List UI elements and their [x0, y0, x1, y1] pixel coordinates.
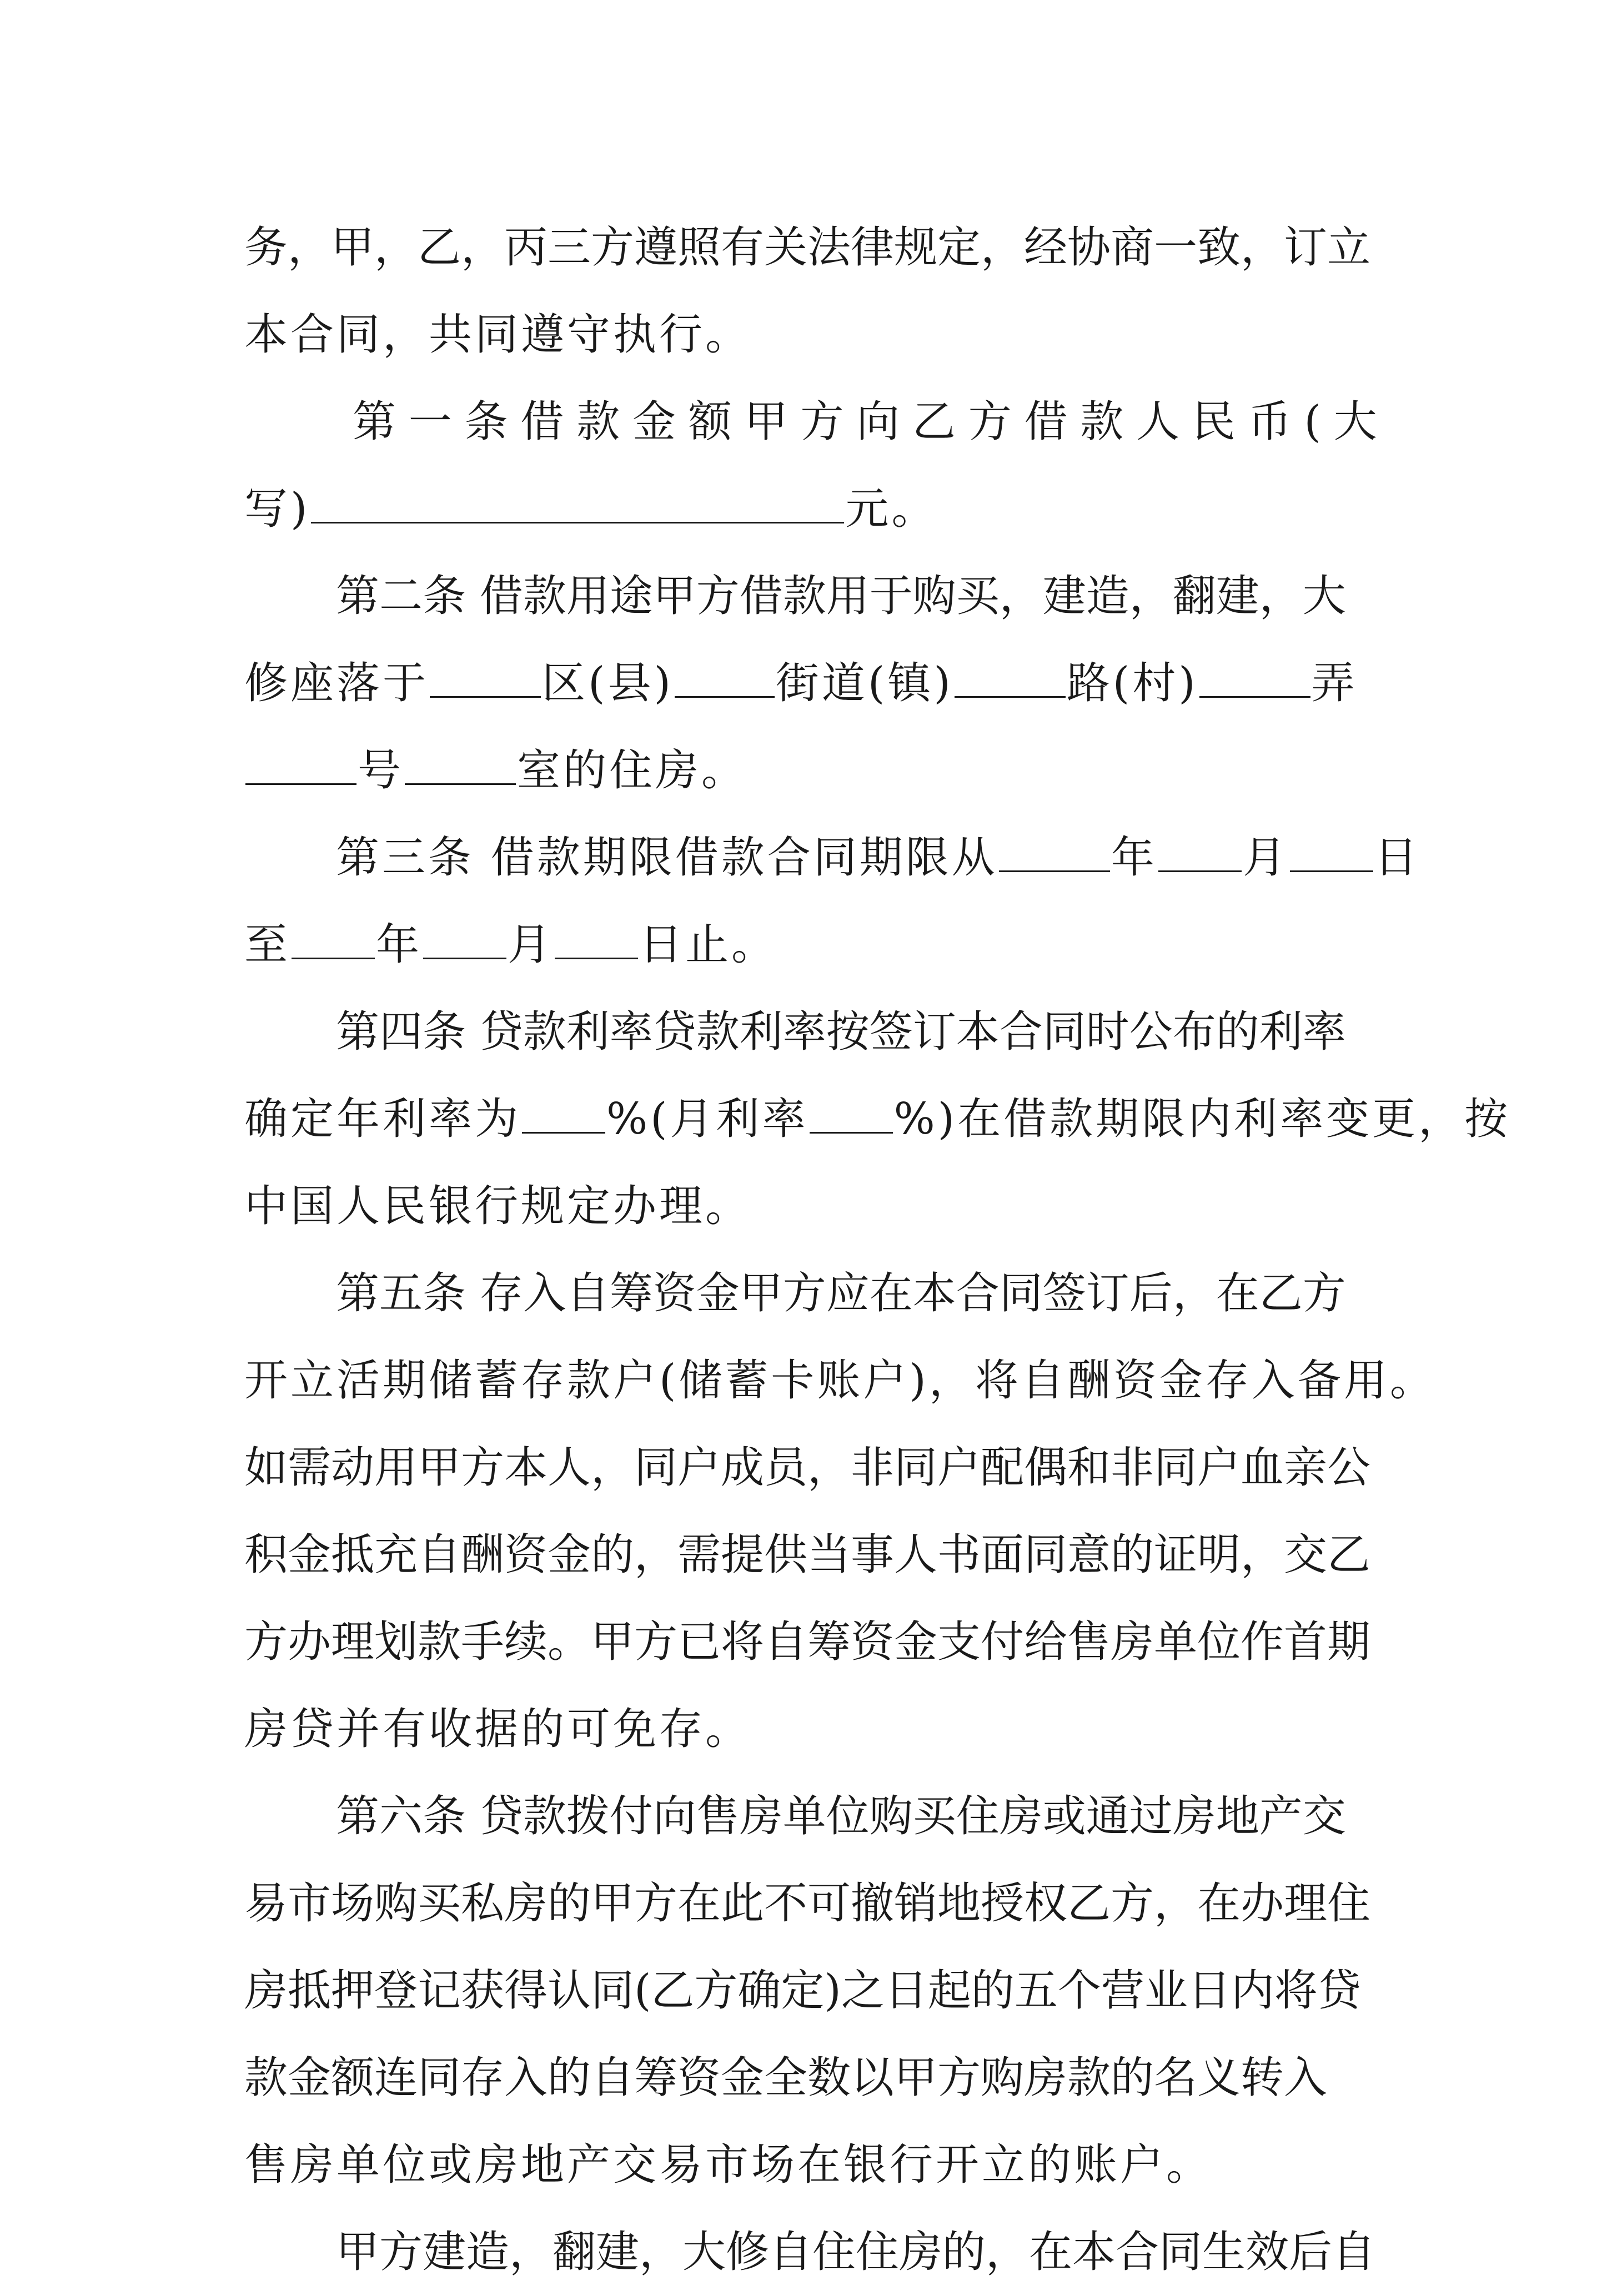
fill-in-blank-end-month[interactable]: [423, 918, 506, 959]
paragraph-line: [244, 2209, 1377, 2296]
paragraph-line: [244, 1947, 1377, 2035]
paragraph-line: [244, 2122, 1377, 2209]
text-run: 写): [244, 484, 310, 534]
text-run: 易市场购买私房的甲方在此不可撤销地授权乙方，在办理住: [244, 1879, 1371, 1929]
text-run: 款金额连同存入的自筹资金全数以甲方购房款的名义转入: [244, 2053, 1328, 2103]
paragraph-line: [244, 2035, 1377, 2122]
text-run: 房抵押登记获得认同(乙方确定)之日起的五个营业日内将贷: [244, 1966, 1361, 2016]
paragraph-line: [244, 1163, 1377, 1250]
char: 人: [1136, 397, 1180, 447]
char: 甲: [744, 397, 788, 447]
char: 条: [464, 397, 508, 447]
paragraph-line: [244, 1512, 1377, 1599]
text-run: 第六条 贷款拨付向售房单位购买住房或通过房地产交: [336, 1791, 1346, 1841]
contract-body: [244, 204, 1511, 2296]
text-run: 年: [1111, 833, 1157, 883]
paragraph-line: [244, 640, 1377, 727]
paragraph-line: [244, 1860, 1377, 1947]
paragraph-line: [244, 727, 1377, 814]
char: 款: [1080, 397, 1124, 447]
paragraph-line: [244, 1337, 1436, 1424]
paragraph-line: [244, 553, 1377, 640]
fill-in-blank-end-year[interactable]: [292, 918, 375, 959]
fill-in-blank-monthly-rate[interactable]: [810, 1092, 893, 1134]
paragraph-line: [244, 1250, 1377, 1337]
text-run: 弄: [1311, 658, 1358, 708]
text-run: 开立活期储蓄存款户(储蓄卡账户)，将自酬资金存入备用。: [244, 1356, 1436, 1406]
text-run: 区(县): [542, 658, 674, 708]
text-run: 元。: [845, 484, 938, 534]
char: 向: [856, 397, 900, 447]
paragraph-line: [244, 989, 1377, 1076]
text-run: 如需动用甲方本人，同户成员，非同户配偶和非同户血亲公: [244, 1443, 1371, 1493]
char: 币: [1248, 397, 1292, 447]
text-run: 日止。: [639, 920, 778, 970]
text-run: 确定年利率为: [244, 1094, 521, 1144]
fill-in-blank-start-month[interactable]: [1158, 830, 1242, 872]
paragraph-line: [244, 1076, 1511, 1163]
char: 方: [800, 397, 844, 447]
char: 乙: [912, 397, 956, 447]
text-run: 第三条 借款期限借款合同期限从: [336, 833, 998, 883]
text-run: 务，甲，乙，丙三方遵照有关法律规定，经协商一致，订立: [244, 223, 1371, 273]
text-run: 号: [358, 746, 404, 795]
char: 金: [632, 397, 676, 447]
article-1-heading-line: [244, 379, 1377, 466]
text-run: 至: [244, 920, 291, 970]
char: 大: [1333, 397, 1377, 447]
char: 借: [520, 397, 564, 447]
fill-in-blank-end-day[interactable]: [555, 918, 638, 959]
fill-in-blank-lane[interactable]: [1199, 656, 1310, 698]
text-run: 本合同，共同遵守执行。: [244, 310, 752, 360]
paragraph-line: [244, 814, 1420, 902]
paragraph-line: [244, 466, 1377, 553]
fill-in-blank-start-year[interactable]: [999, 830, 1110, 872]
char: 借: [1024, 397, 1068, 447]
char: 额: [688, 397, 732, 447]
paragraph-line: [244, 902, 1377, 989]
text-run: 修座落于: [244, 658, 429, 708]
char: 一: [408, 397, 452, 447]
char: 民: [1192, 397, 1236, 447]
text-run: 中国人民银行规定办理。: [244, 1181, 752, 1231]
paragraph-line: [244, 204, 1377, 291]
fill-in-blank-district[interactable]: [430, 656, 541, 698]
text-run: 月: [508, 920, 554, 970]
fill-in-blank-start-day[interactable]: [1290, 830, 1373, 872]
fill-in-blank-room[interactable]: [405, 743, 516, 785]
text-run: 室的住房。: [517, 746, 748, 795]
paragraph-line: [244, 291, 1377, 379]
text-run: 房贷并有收据的可免存。: [244, 1704, 752, 1754]
text-run: 路(村): [1066, 658, 1198, 708]
text-run: 甲方建造，翻建，大修自住住房的，在本合同生效后自: [336, 2227, 1376, 2277]
text-run: 街道(镇): [775, 658, 953, 708]
text-run: 第四条 贷款利率贷款利率按签订本合同时公布的利率: [336, 1007, 1346, 1057]
paragraph-line: [244, 1599, 1377, 1686]
text-run: 第二条 借款用途甲方借款用于购买，建造，翻建，大: [336, 571, 1346, 621]
paragraph-line: [244, 1424, 1377, 1512]
char: 款: [576, 397, 620, 447]
text-run: 月: [1242, 833, 1289, 883]
char: 第: [353, 397, 396, 447]
text-run: 第五条 存入自筹资金甲方应在本合同签订后，在乙方: [336, 1268, 1346, 1318]
paragraph-line: [244, 1773, 1377, 1860]
text-run: %)在借款期限内利率变更，按: [893, 1094, 1511, 1144]
text-run: %(月利率: [606, 1094, 808, 1144]
fill-in-blank-number[interactable]: [245, 743, 356, 785]
text-run: 方办理划款手续。甲方已将自筹资金支付给售房单位作首期: [244, 1617, 1371, 1667]
text-run: 积金抵充自酬资金的，需提供当事人书面同意的证明，交乙: [244, 1530, 1371, 1580]
fill-in-blank-amount[interactable]: [311, 482, 844, 523]
char: 方: [968, 397, 1012, 447]
text-run: 年: [376, 920, 423, 970]
text-run: 日: [1374, 833, 1420, 883]
fill-in-blank-street[interactable]: [675, 656, 775, 698]
fill-in-blank-road[interactable]: [955, 656, 1066, 698]
fill-in-blank-annual-rate[interactable]: [522, 1092, 605, 1134]
paragraph-line: [244, 1686, 1377, 1773]
text-run: 售房单位或房地产交易市场在银行开立的账户。: [244, 2140, 1213, 2190]
char: (: [1304, 397, 1321, 447]
